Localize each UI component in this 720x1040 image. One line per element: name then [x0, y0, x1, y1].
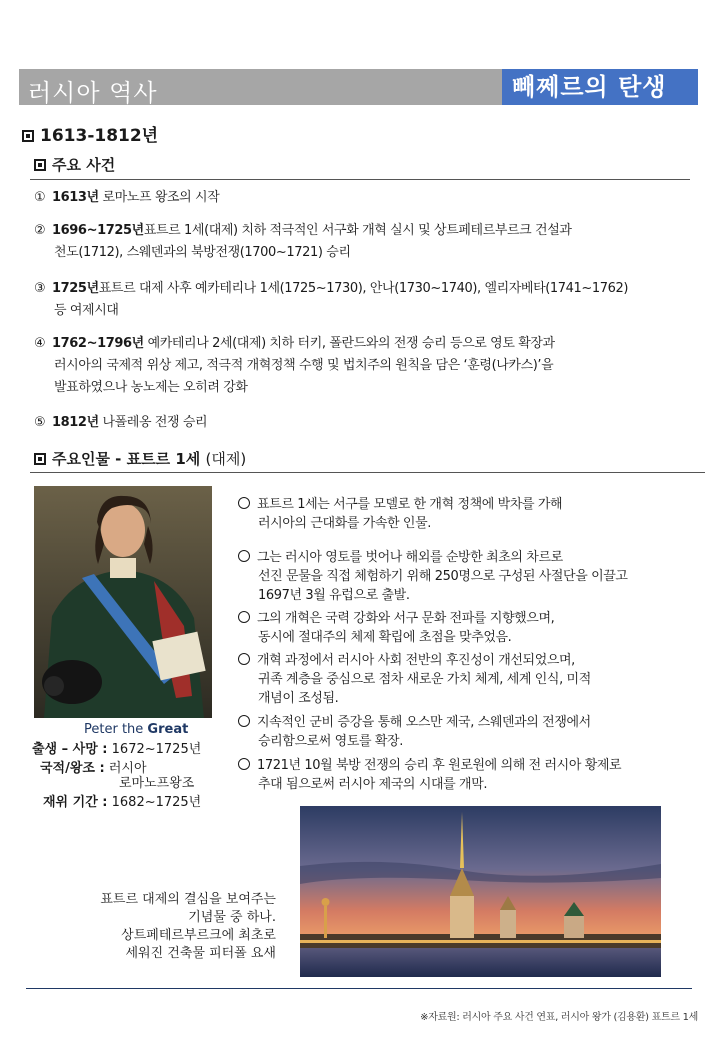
- square-bullet-icon: [22, 130, 34, 142]
- divider: [30, 179, 690, 180]
- info-reign: 재위 기간 : 1682~1725년: [43, 795, 202, 810]
- source-note: ※자료원: 러시아 주요 사건 연표, 러시아 왕가 (김용환) 표트르 1세: [420, 1012, 698, 1023]
- portrait-illustration: [34, 486, 212, 718]
- events-section-heading: 주요 사건: [34, 154, 115, 175]
- page-title: 러시아 역사: [28, 79, 158, 107]
- fortress-photo: [300, 806, 661, 977]
- square-bullet-icon: [34, 159, 46, 171]
- bio-bullet: 개혁 과정에서 러시아 사회 전반의 후진성이 개선되었으며, 귀족 계층을 중심으로 점차 새로운 가치 체계, 세계 인식, 미적 개념이 조성됨.: [238, 651, 708, 708]
- circle-bullet-icon: [238, 550, 250, 562]
- circle-bullet-icon: [238, 611, 250, 623]
- info-dynasty: 로마노프왕조: [119, 776, 195, 791]
- fortress-illustration: [300, 806, 661, 977]
- portrait-caption: Peter the Great: [84, 722, 189, 737]
- page-subtitle: 빼쩨르의 탄생: [502, 69, 698, 105]
- event-item: ① 1613년 로마노프 왕조의 시작: [34, 190, 220, 205]
- photo-caption: 표트르 대제의 결심을 보여주는 기념물 중 하나. 상트페테르부르크에 최초로 세워진 건축물 피터폴 요새: [100, 892, 276, 961]
- footer-divider: [26, 988, 692, 989]
- info-nation: 국적/왕조 : 러시아: [40, 761, 147, 776]
- figure-section-heading: 주요인물 - 표트르 1세 (대제): [34, 448, 246, 469]
- circle-bullet-icon: [238, 497, 250, 509]
- bio-bullet: 1721년 10월 북방 전쟁의 승리 후 원로원에 의해 전 러시아 황제로 추대 됨으로써 러시아 제국의 시대를 개막.: [238, 756, 708, 794]
- period-heading: 1613-1812년: [22, 121, 158, 146]
- circle-bullet-icon: [238, 653, 250, 665]
- circle-bullet-icon: [238, 758, 250, 770]
- portrait-image: [34, 486, 212, 718]
- bio-bullet: 그의 개혁은 국력 강화와 서구 문화 전파를 지향했으며, 동시에 절대주의 체제 확립에 초점을 맞추었음.: [238, 609, 708, 647]
- event-item: ④ 1762~1796년 예카테리나 2세(대제) 치하 터키, 폴란드와의 전쟁 승리 등으로 영토 확장과 러시아의 국제적 위상 제고, 적극적 개혁정책 수행 및 법치주의 원칙을 담은 ‘훈령(나카스)’을 발표하였으나 농노제는 오히려 강화: [34, 336, 555, 395]
- bio-bullet: 그는 러시아 영토를 벗어나 해외를 순방한 최초의 차르로 선진 문물을 직접 체험하기 위해 250명으로 구성된 사절단을 이끌고 1697년 3월 유럽으로 출발.: [238, 548, 708, 605]
- info-birth: 출생 – 사망 : 1672~1725년: [32, 742, 202, 757]
- event-item: ② 1696~1725년표트르 1세(대제) 치하 적극적인 서구화 개혁 실시 및 상트페테르부르크 건설과 천도(1712), 스웨덴과의 북방전쟁(1700~1721) 승리: [34, 223, 572, 260]
- event-item: ⑤ 1812년 나폴레옹 전쟁 승리: [34, 415, 208, 430]
- bio-bullet: 표트르 1세는 서구를 모델로 한 개혁 정책에 박차를 가해 러시아의 근대화를 가속한 인물.: [238, 495, 708, 533]
- event-item: ③ 1725년표트르 대제 사후 예카테리나 1세(1725~1730), 안나(1730~1740), 엘리자베타(1741~1762) 등 여제시대: [34, 281, 629, 318]
- bio-bullet: 지속적인 군비 증강을 통해 오스만 제국, 스웨덴과의 전쟁에서 승리함으로써 영토를 확장.: [238, 713, 708, 751]
- circle-bullet-icon: [238, 715, 250, 727]
- divider: [30, 472, 705, 473]
- square-bullet-icon: [34, 453, 46, 465]
